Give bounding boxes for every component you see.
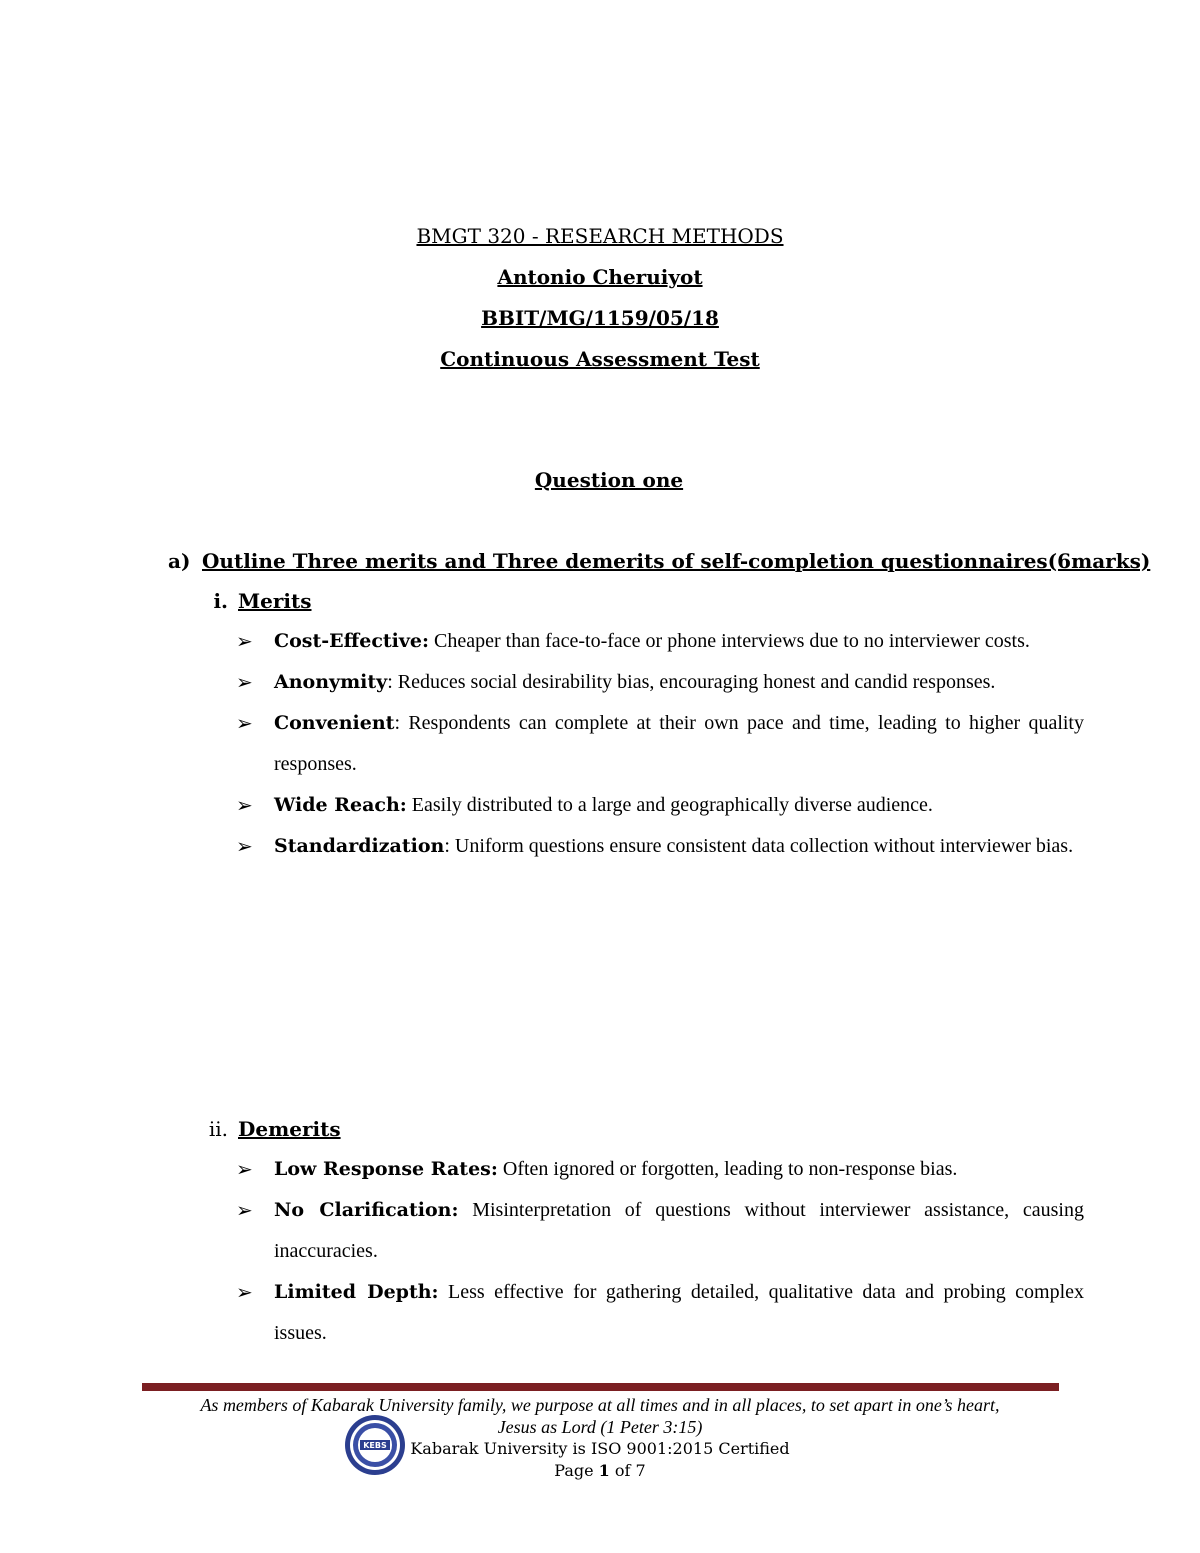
page-current: 1 (598, 1461, 610, 1480)
arrow-bullet-icon: ➢ (236, 670, 253, 694)
arrow-bullet-icon: ➢ (236, 1280, 253, 1304)
demerits-title: Demerits (238, 1117, 341, 1141)
merits-item-text: : Respondents can complete at their own pace and time, leading to higher quality responses. (274, 712, 1084, 775)
test-title: Continuous Assessment Test (440, 347, 760, 371)
demerits-item (236, 1190, 1084, 1272)
arrow-bullet-icon: ➢ (236, 1157, 253, 1181)
merits-item (236, 621, 1084, 662)
part-a-label: a) (168, 549, 191, 573)
merits-item (236, 785, 1084, 826)
demerits-item-text: Misinterpretation of questions without interviewer assistance, causing inaccuracies. (274, 1199, 1084, 1262)
demerits-item (236, 1272, 1084, 1354)
demerits-item-term: No Clarification: (274, 1199, 459, 1221)
part-a-heading (168, 549, 1150, 573)
course-title: BMGT 320 - RESEARCH METHODS (416, 224, 784, 248)
student-name: Antonio Cheruiyot (497, 265, 703, 289)
arrow-bullet-icon: ➢ (236, 834, 253, 858)
footer-motto-line2: Jesus as Lord (1 Peter 3:15) (497, 1417, 703, 1437)
merits-title: Merits (238, 589, 312, 613)
demerits-item-text: Less effective for gathering detailed, qualitative data and probing complex issues. (274, 1281, 1084, 1344)
footer-rule (142, 1383, 1059, 1391)
kebs-logo-icon (344, 1414, 406, 1476)
demerits-label: ii. (208, 1117, 228, 1141)
merits-item-text: : Uniform questions ensure consistent data collection without interviewer bias. (444, 835, 1074, 857)
footer-motto-line1: As members of Kabarak University family, we purpose at all times and in all places, to set apart in one’s heart, (200, 1395, 1000, 1415)
kebs-logo-text: KEBS (363, 1441, 387, 1450)
merits-item-text: Easily distributed to a large and geographically diverse audience. (406, 794, 933, 816)
merits-label: i. (213, 589, 228, 613)
footer-iso: Kabarak University is ISO 9001:2015 Certified (410, 1439, 790, 1458)
page-number (0, 1461, 1200, 1480)
merits-item-term: Wide Reach: (274, 794, 407, 816)
merits-item-term: Anonymity (274, 671, 388, 693)
arrow-bullet-icon: ➢ (236, 1198, 253, 1222)
arrow-bullet-icon: ➢ (236, 793, 253, 817)
merits-item-term: Cost-Effective: (274, 630, 430, 652)
merits-item-text: Cheaper than face-to-face or phone interviews due to no interviewer costs. (429, 630, 1030, 652)
arrow-bullet-icon: ➢ (236, 711, 253, 735)
merits-item-term: Standardization (274, 835, 445, 857)
question-title: Question one (534, 468, 684, 492)
demerits-item (236, 1149, 1084, 1190)
merits-item (236, 826, 1084, 867)
merits-item (236, 703, 1084, 785)
merits-item (236, 662, 1084, 703)
demerits-item-term: Limited Depth: (274, 1281, 439, 1303)
merits-item-term: Convenient (274, 712, 395, 734)
demerits-item-text: Often ignored or forgotten, leading to non-response bias. (497, 1158, 958, 1180)
demerits-item-term: Low Response Rates: (274, 1158, 498, 1180)
arrow-bullet-icon: ➢ (236, 629, 253, 653)
page-prefix: Page (554, 1461, 594, 1480)
merits-list (236, 621, 1084, 867)
page-suffix: of 7 (614, 1461, 646, 1480)
demerits-list (236, 1149, 1084, 1354)
merits-item-text: : Reduces social desirability bias, encouraging honest and candid responses. (387, 671, 996, 693)
part-a-text: Outline Three merits and Three demerits of self-completion questionnaires(6marks) (202, 549, 1151, 573)
registration-number: BBIT/MG/1159/05/18 (481, 306, 719, 330)
